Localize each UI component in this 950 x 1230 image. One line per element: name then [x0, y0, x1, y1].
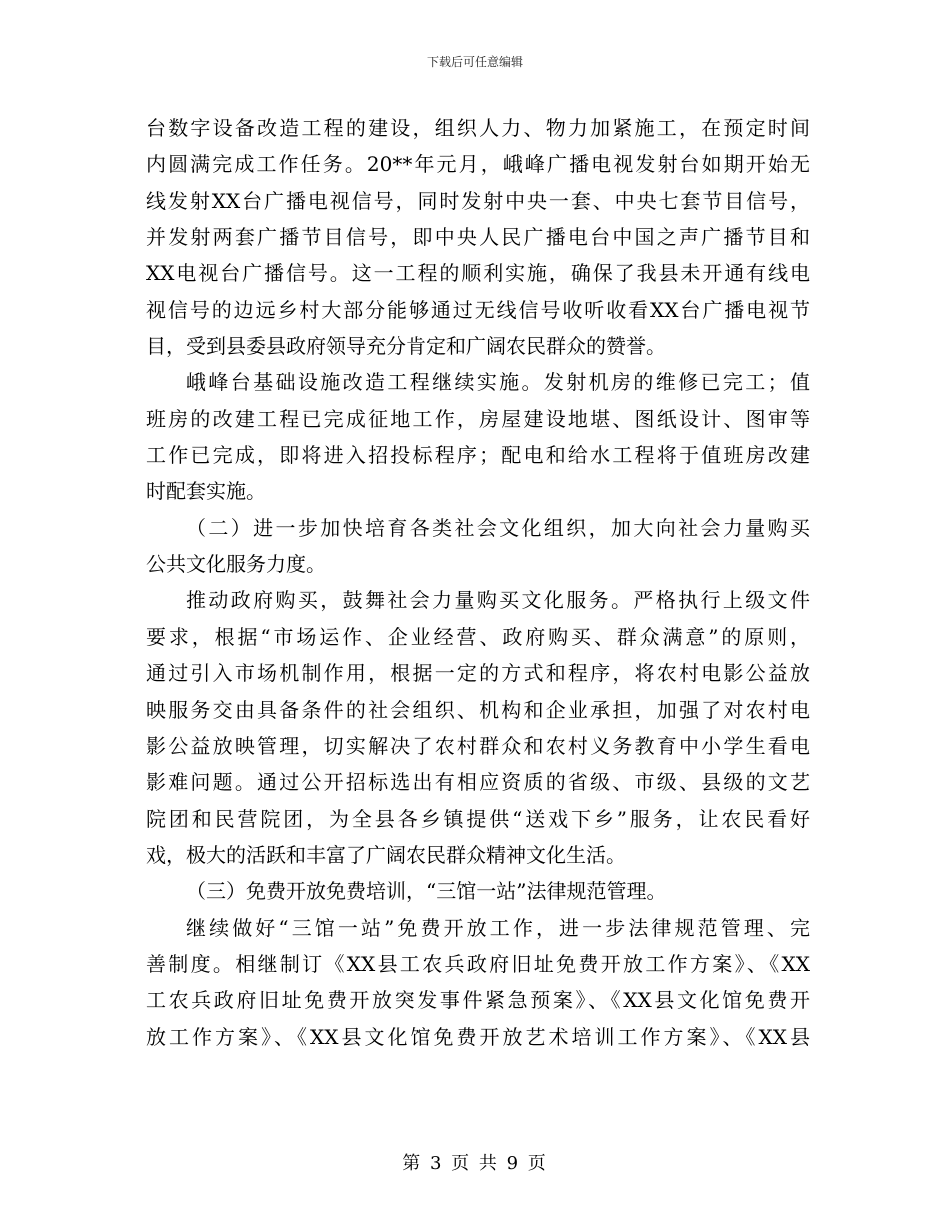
text-line: 工作已完成，即将进入招投标程序；配电和给水工程将于值班房改建 [146, 443, 810, 468]
text-line: 工农兵政府旧址免费开放突发事件紧急预案》、《XX县文化馆免费开 [146, 988, 810, 1013]
text-line: 目，受到县委县政府领导充分肯定和广阔农民群众的赞誉。 [146, 334, 666, 359]
page-number-footer: 第 3 页 共 9 页 [402, 1153, 548, 1174]
text-line: 并发射两套广播节目信号，即中央人民广播电台中国之声广播节目和 [146, 225, 810, 250]
text-line: 通过引入市场机制作用，根据一定的方式和程序，将农村电影公益放 [146, 661, 810, 686]
text-line: 要求，根据“市场运作、企业经营、政府购买、群众满意”的原则， [146, 624, 810, 649]
text-line: 内圆满完成工作任务。20**年元月，峨峰广播电视发射台如期开始无 [146, 152, 810, 177]
text-line: 线发射XX台广播电视信号，同时发射中央一套、中央七套节目信号， [146, 188, 810, 213]
section-heading-line: （二）进一步加快培育各类社会文化组织，加大向社会力量购买 [186, 515, 810, 540]
text-line: 戏，极大的活跃和丰富了广阔农民群众精神文化生活。 [146, 842, 626, 867]
paragraph-start-line: 峨峰台基础设施改造工程继续实施。发射机房的维修已完工；值 [186, 370, 810, 395]
page-header: 下载后可任意编辑 [426, 55, 523, 69]
document-body [146, 110, 810, 1055]
text-line: 影公益放映管理，切实解决了农村群众和农村义务教育中小学生看电 [146, 733, 810, 758]
text-line: 台数字设备改造工程的建设，组织人力、物力加紧施工，在预定时间 [146, 116, 810, 140]
paragraph-start-line: 推动政府购买，鼓舞社会力量购买文化服务。严格执行上级文件 [186, 588, 810, 613]
text-line: 视信号的边远乡村大部分能够通过无线信号收听收看XX台广播电视节 [146, 297, 810, 322]
text-line: 善制度。相继制订《XX县工农兵政府旧址免费开放工作方案》、《XX [146, 951, 810, 976]
text-line: 映服务交由具备条件的社会组织、机构和企业承担，加强了对农村电 [146, 697, 810, 722]
text-line: 院团和民营院团，为全县各乡镇提供“送戏下乡”服务，让农民看好 [146, 806, 810, 831]
text-line: 班房的改建工程已完成征地工作，房屋建设地堪、图纸设计、图审等 [146, 406, 810, 431]
text-line: 放工作方案》、《XX县文化馆免费开放艺术培训工作方案》、《XX县 [146, 1024, 810, 1049]
text-line: 影难问题。通过公开招标选出有相应资质的省级、市级、县级的文艺 [146, 770, 810, 795]
paragraph-start-line: 继续做好“三馆一站”免费开放工作，进一步法律规范管理、完 [186, 915, 810, 940]
section-heading-line: （三）免费开放免费培训，“三馆一站”法律规范管理。 [186, 879, 667, 904]
text-line: XX电视台广播信号。这一工程的顺利实施，确保了我县未开通有线电 [146, 261, 810, 286]
section-heading-line: 公共文化服务力度。 [146, 552, 326, 577]
text-line: 时配套实施。 [146, 479, 266, 504]
